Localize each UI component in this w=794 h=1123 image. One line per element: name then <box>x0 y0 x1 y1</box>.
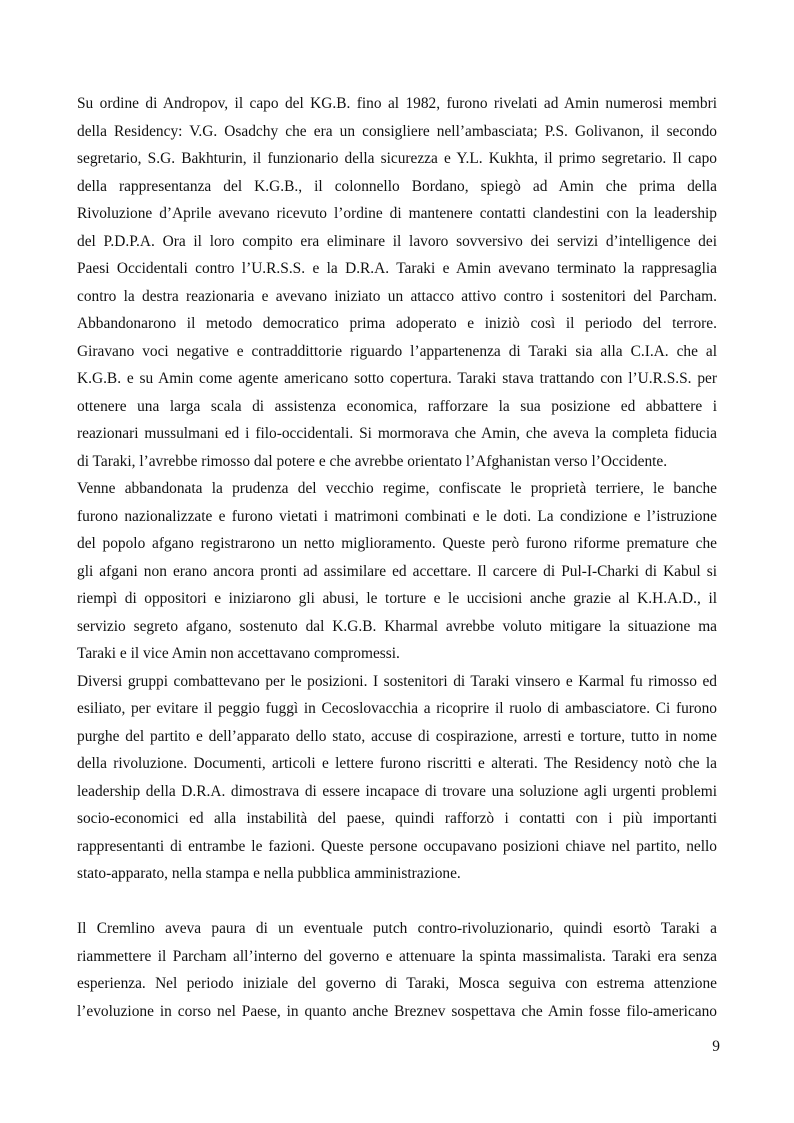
text-line: di Taraki, l’avrebbe rimosso dal potere e che avrebbe orientato l’Afghanistan verso l’Occidente. <box>77 452 668 470</box>
paragraph <box>77 90 717 475</box>
text-line: Su ordine di Andropov, il capo del KG.B. fino al 1982, furono rivelati ad Amin numerosi membri <box>77 95 717 112</box>
text-line: socio-economici ed alla instabilità del paese, quindi rafforzò i contatti con i più importanti <box>77 810 717 827</box>
text-line: purghe del partito e dell’apparato dello stato, accuse di cospirazione, arresti e torture, tutto in nome <box>77 727 717 745</box>
text-line: leadership della D.R.A. dimostrava di essere incapace di trovare una soluzione agli urgenti problemi <box>77 782 717 800</box>
text-line: ottenere una larga scala di assistenza economica, rafforzare la sua posizione ed abbattere i <box>77 397 717 415</box>
text-line: contro la destra reazionaria e avevano iniziato un attacco attivo contro i sostenitori del Parcham. <box>77 287 717 305</box>
text-line: riammettere il Parcham all’interno del governo e attenuare la spinta massimalista. Taraki era senza <box>77 947 717 965</box>
text-line: della rivoluzione. Documenti, articoli e lettere furono riscritti e alterati. The Residency notò che la <box>77 755 717 772</box>
text-line: Giravano voci negative e contraddittorie riguardo l’appartenenza di Taraki sia alla C.I.A. che al <box>77 342 717 360</box>
text-line: reazionari mussulmani ed i filo-occidentali. Si mormorava che Amin, che aveva la completa fiducia <box>77 425 717 442</box>
text-line: l’evoluzione in corso nel Paese, in quanto anche Breznev sospettava che Amin fosse filo-americano <box>77 1002 717 1020</box>
paragraph <box>77 915 717 1025</box>
text-line: servizio segreto afgano, sostenuto dal K.G.B. Kharmal avrebbe voluto mitigare la situazione ma <box>77 617 717 635</box>
text-line: Il Cremlino aveva paura di un eventuale putch contro-rivoluzionario, quindi esortò Taraki a <box>77 920 717 937</box>
text-line: della rappresentanza del K.G.B., il colonnello Bordano, spiegò ad Amin che prima della <box>77 177 717 195</box>
text-line: Abbandonarono il metodo democratico prima adoperato e iniziò così il periodo del terrore. <box>77 315 717 332</box>
paragraph <box>77 475 717 668</box>
text-line: esperienza. Nel periodo iniziale del governo di Taraki, Mosca seguiva con estrema attenzione <box>77 975 717 992</box>
page-number: 9 <box>712 1038 720 1055</box>
paragraph-spacer <box>77 888 717 916</box>
paragraph <box>77 668 717 888</box>
text-line: del popolo afgano registrarono un netto miglioramento. Queste però furono riforme premature che <box>77 535 717 552</box>
text-line: rappresentanti di entrambe le fazioni. Queste persone occupavano posizioni chiave nel partito, nello <box>77 837 717 855</box>
text-line: Taraki e il vice Amin non accettavano compromessi. <box>77 645 400 662</box>
text-line: riempì di oppositori e iniziarono gli abusi, le torture e le uccisioni anche grazie al K.H.A.D., il <box>77 590 717 607</box>
text-line: Paesi Occidentali contro l’U.R.S.S. e la D.R.A. Taraki e Amin avevano terminato la rappresaglia <box>77 260 717 277</box>
text-line: Venne abbandonata la prudenza del vecchio regime, confiscate le proprietà terriere, le banche <box>77 480 717 497</box>
text-line: gli afgani non erano ancora pronti ad assimilare ed accettare. Il carcere di Pul-I-Charki di Kabul si <box>77 562 717 580</box>
text-line: stato-apparato, nella stampa e nella pubblica amministrazione. <box>77 865 461 882</box>
text-line: Diversi gruppi combattevano per le posizioni. I sostenitori di Taraki vinsero e Karmal fu rimosso ed <box>77 672 717 690</box>
text-line: segretario, S.G. Bakhturin, il funzionario della sicurezza e Y.L. Kukhta, il primo segretario. Il capo <box>77 150 717 167</box>
text-line: esiliato, per evitare il peggio fuggì in Cecoslovacchia a ricoprire il ruolo di ambasciatore. Ci furono <box>77 700 717 717</box>
text-line: della Residency: V.G. Osadchy che era un consigliere nell’ambasciata; P.S. Golivanon, il secondo <box>77 122 717 140</box>
text-line: del P.D.P.A. Ora il loro compito era eliminare il lavoro sovversivo dei servizi d’intelligence dei <box>77 232 717 250</box>
text-line: furono nazionalizzate e furono vietati i matrimoni combinati e le doti. La condizione e l’istruzione <box>77 507 717 525</box>
text-line: K.G.B. e su Amin come agente americano sotto copertura. Taraki stava trattando con l’U.R.S.S. per <box>77 370 717 387</box>
body-text <box>77 90 717 1025</box>
text-line: Rivoluzione d’Aprile avevano ricevuto l’ordine di mantenere contatti clandestini con la leadership <box>77 205 717 222</box>
